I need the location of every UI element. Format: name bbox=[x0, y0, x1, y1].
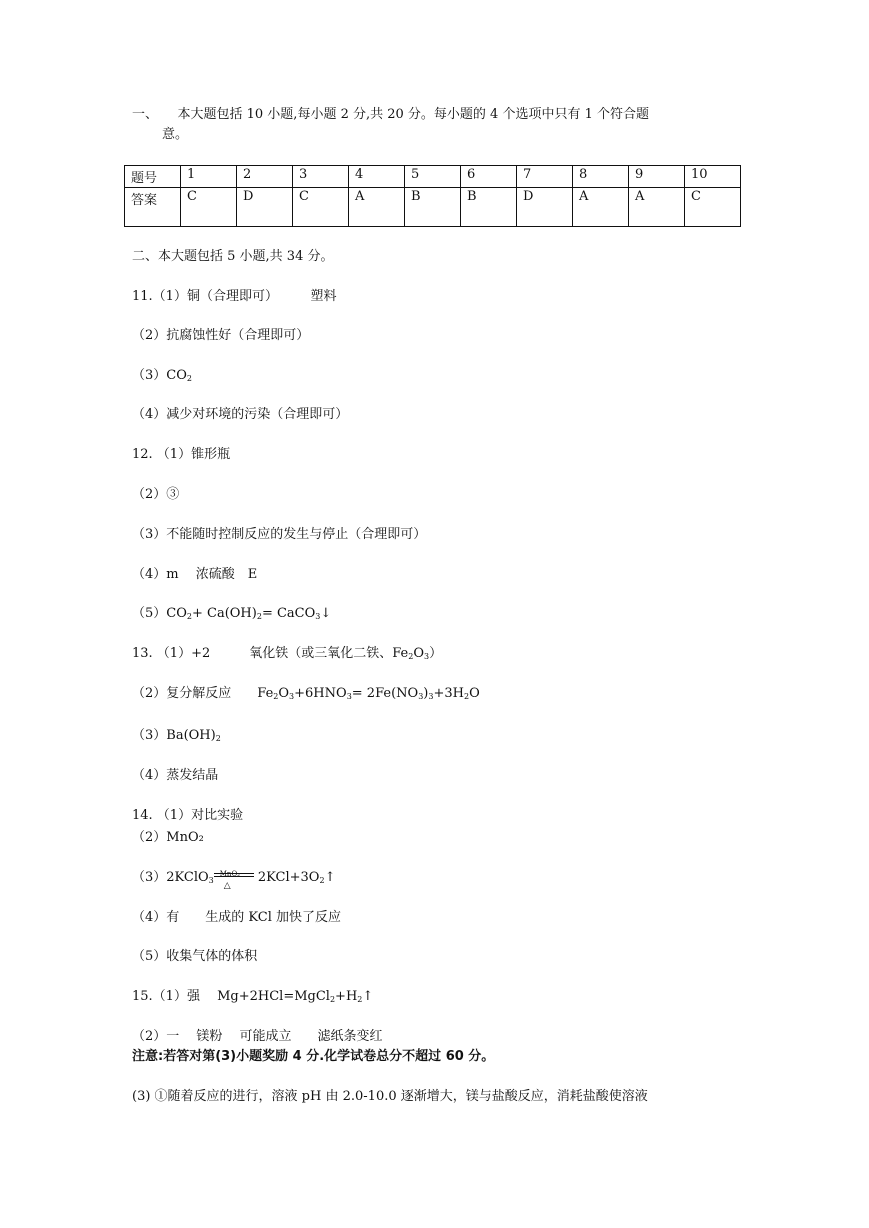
answer-cell: A bbox=[573, 188, 629, 227]
subscript: 3 bbox=[424, 652, 430, 661]
answer-cell: C bbox=[181, 188, 237, 227]
q12-line2: （2）③ bbox=[132, 487, 180, 502]
q13-line1 bbox=[132, 645, 442, 666]
precipitate-arrow: ↓ bbox=[320, 606, 332, 621]
subscript: 3 bbox=[208, 876, 214, 885]
q12-line5 bbox=[132, 605, 331, 626]
subscript: 2 bbox=[329, 995, 336, 1004]
text: O bbox=[413, 646, 425, 661]
answer-cell: D bbox=[517, 188, 573, 227]
gas-arrow: ↑ bbox=[324, 870, 336, 885]
subscript: 2 bbox=[256, 612, 262, 621]
answer-cell: B bbox=[405, 188, 461, 227]
table-row bbox=[125, 166, 741, 188]
subscript: 2 bbox=[463, 692, 470, 701]
text: （3）CO bbox=[132, 368, 187, 383]
subscript: 3 bbox=[346, 692, 352, 701]
text: （3）2KClO bbox=[132, 870, 209, 885]
subscript: 2 bbox=[273, 692, 279, 701]
text: + Ca(OH) bbox=[191, 606, 257, 621]
q13-line2 bbox=[132, 685, 480, 706]
text: O bbox=[278, 686, 290, 701]
text: = CaCO bbox=[261, 606, 316, 621]
question-number: 6 bbox=[461, 166, 517, 188]
question-number: 10 bbox=[685, 166, 741, 188]
text: ） bbox=[429, 646, 443, 661]
q12-line1: 12. （1）锥形瓶 bbox=[132, 447, 231, 462]
subscript: 2 bbox=[357, 995, 363, 1004]
question-number: 7 bbox=[517, 166, 573, 188]
question-number: 4 bbox=[349, 166, 405, 188]
text: ) bbox=[423, 686, 429, 701]
q15-line1 bbox=[132, 988, 373, 1009]
answer-cell: D bbox=[237, 188, 293, 227]
text: （2）复分解反应 Fe bbox=[132, 686, 274, 701]
question-number: 9 bbox=[629, 166, 685, 188]
text: +3H bbox=[433, 686, 464, 701]
subscript: 2 bbox=[215, 734, 221, 743]
answer-cell: A bbox=[629, 188, 685, 227]
q11-line3 bbox=[132, 367, 192, 388]
subscript: 3 bbox=[428, 692, 434, 701]
table-row bbox=[125, 188, 741, 227]
question-number: 2 bbox=[237, 166, 293, 188]
q13-line3 bbox=[132, 727, 221, 748]
text: 13. （1）+2 氧化铁（或三氧化二铁、Fe bbox=[132, 646, 409, 661]
section1-heading-cont: 意。 bbox=[162, 127, 189, 142]
text: O bbox=[469, 686, 480, 701]
q13-line4: （4）蒸发结晶 bbox=[132, 768, 219, 783]
q12-line3: （3）不能随时控制反应的发生与停止（合理即可） bbox=[132, 527, 427, 542]
note-text: 注意:若答对第(3)小题奖励 4 分.化学试卷总分不超过 60 分。 bbox=[132, 1049, 495, 1064]
q14-line3 bbox=[132, 869, 335, 890]
equals-sign bbox=[214, 873, 254, 877]
section1-heading: 一、 本大题包括 10 小题,每小题 2 分,共 20 分。每小题的 4 个选项中只有 1 个符合题 bbox=[132, 107, 649, 122]
answer-cell: A bbox=[349, 188, 405, 227]
question-number: 3 bbox=[293, 166, 349, 188]
subscript: 2 bbox=[319, 876, 325, 885]
answer-cell: C bbox=[293, 188, 349, 227]
q14-line5: （5）收集气体的体积 bbox=[132, 949, 258, 964]
answer-cell: B bbox=[461, 188, 517, 227]
q11-line1: 11.（1）铜（合理即可） 塑料 bbox=[132, 289, 337, 304]
q11-line4: （4）减少对环境的污染（合理即可） bbox=[132, 407, 349, 422]
subscript: 3 bbox=[315, 612, 321, 621]
text: +H bbox=[335, 989, 358, 1004]
q14-line2: （2）MnO₂ bbox=[132, 830, 204, 845]
q14-line4: （4）有 生成的 KCl 加快了反应 bbox=[132, 910, 342, 925]
reaction-condition bbox=[214, 869, 254, 891]
gas-arrow: ↑ bbox=[362, 989, 374, 1004]
section2-heading: 二、本大题包括 5 小题,共 34 分。 bbox=[132, 249, 334, 264]
question-number: 8 bbox=[573, 166, 629, 188]
text: 15.（1）强 Mg+2HCl=MgCl bbox=[132, 989, 330, 1004]
q11-line2: （2）抗腐蚀性好（合理即可） bbox=[132, 328, 310, 343]
catalyst-label: MnO₂ bbox=[219, 869, 240, 878]
row-header-label: 题号 bbox=[125, 166, 181, 188]
text: +6HNO bbox=[294, 686, 347, 701]
answer-cell: C bbox=[685, 188, 741, 227]
subscript: 2 bbox=[186, 612, 192, 621]
text: 2KCl+3O bbox=[253, 870, 320, 885]
question-number: 5 bbox=[405, 166, 461, 188]
q15-line2: （2）一 镁粉 可能成立 滤纸条变红 bbox=[132, 1029, 383, 1044]
subscript: 2 bbox=[186, 374, 192, 383]
subscript: 3 bbox=[289, 692, 295, 701]
subscript: 2 bbox=[408, 652, 414, 661]
answer-table bbox=[124, 165, 741, 227]
row-answer-label: 答案 bbox=[125, 188, 181, 227]
heat-symbol: △ bbox=[223, 880, 231, 891]
q14-line1: 14. （1）对比实验 bbox=[132, 808, 244, 823]
text: = 2Fe(NO bbox=[351, 686, 419, 701]
q15-line3: (3) ①随着反应的进行，溶液 pH 由 2.0-10.0 逐渐增大，镁与盐酸反应，消耗盐酸使溶液 bbox=[132, 1089, 648, 1104]
subscript: 3 bbox=[418, 692, 424, 701]
text: （3）Ba(OH) bbox=[132, 728, 216, 743]
text: （5）CO bbox=[132, 606, 187, 621]
question-number: 1 bbox=[181, 166, 237, 188]
q12-line4: （4）m 浓硫酸 E bbox=[132, 567, 258, 582]
